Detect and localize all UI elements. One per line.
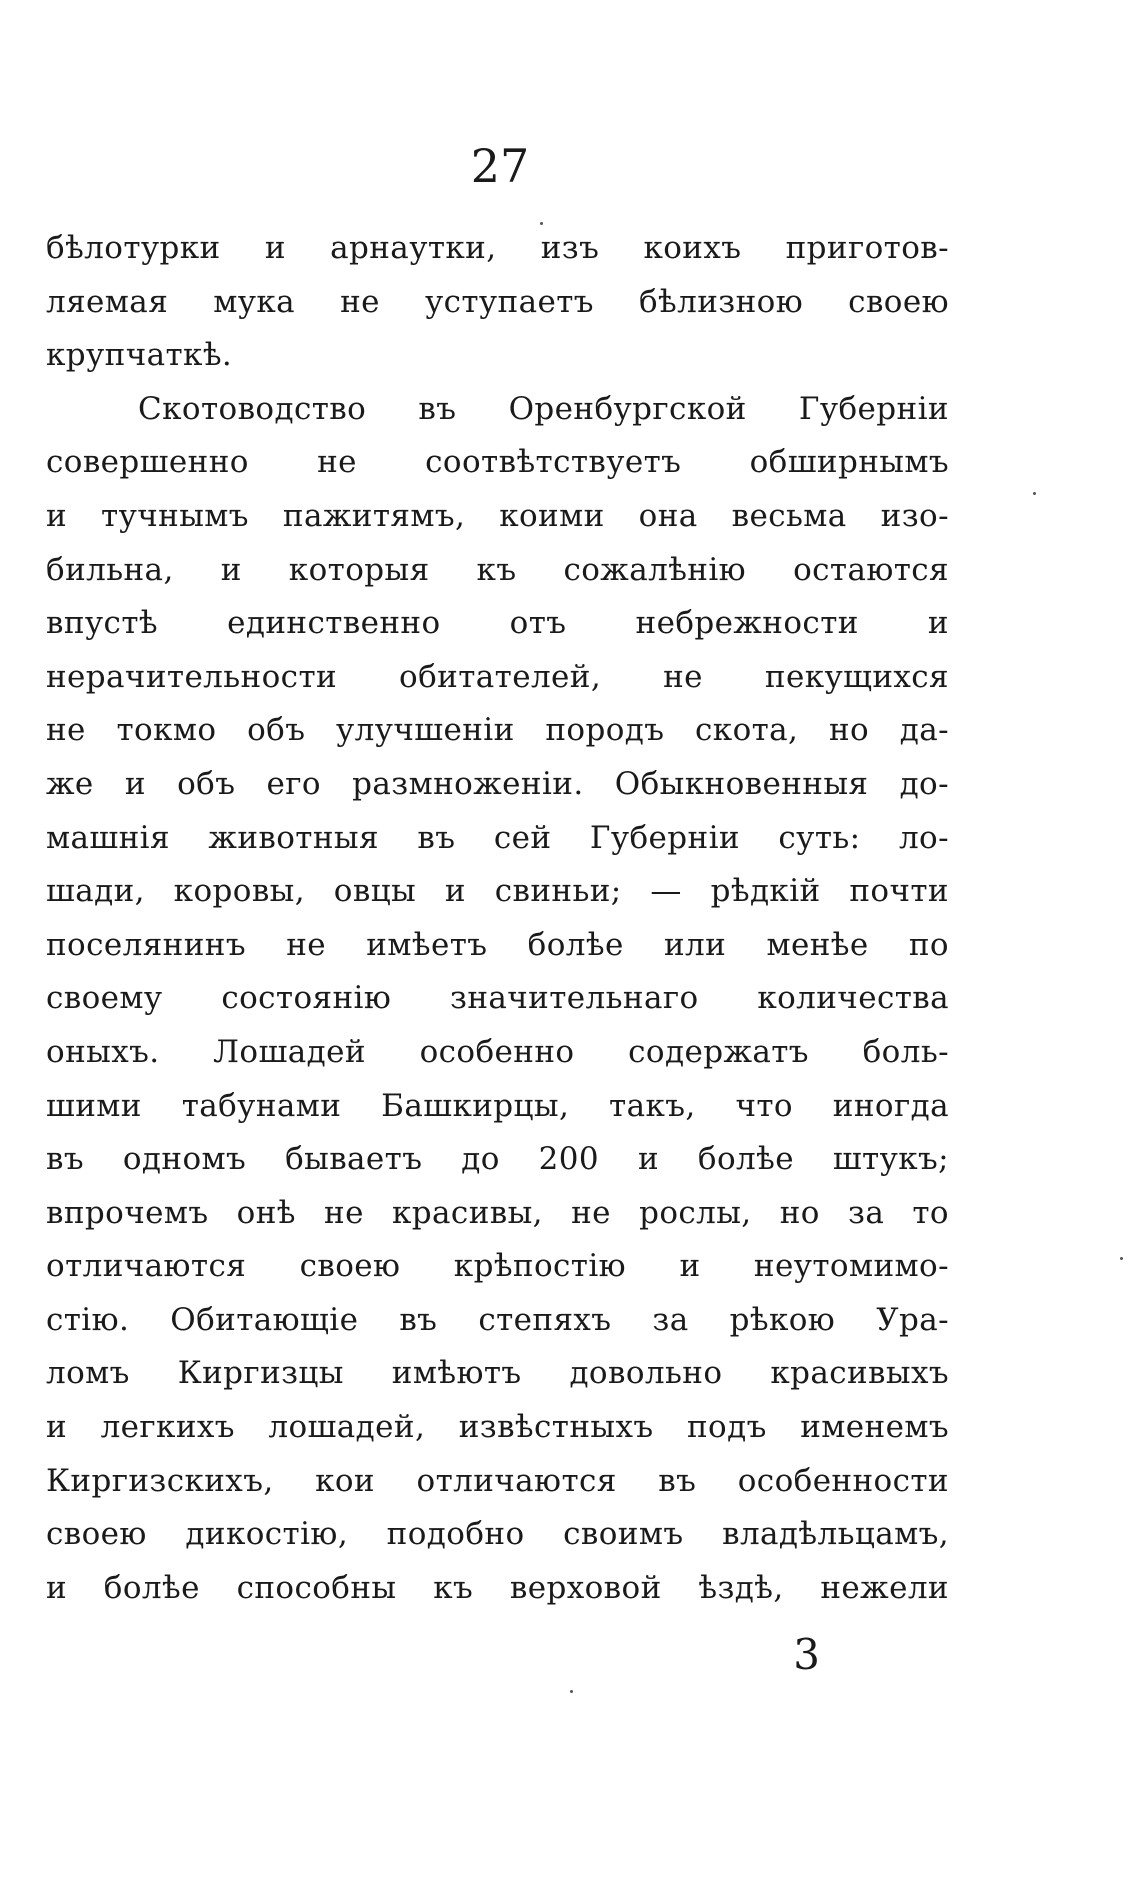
text-line: шади, коровы, овцы и свиньи; — рѣдкій почти: [46, 873, 949, 910]
text-line: стію. Обитающіе въ степяхъ за рѣкою Ура-: [46, 1301, 949, 1338]
text-line: бильна, и которыя къ сожалѣнію остаются: [46, 551, 949, 588]
print-speck: [540, 222, 543, 225]
text-line: своему состоянію значительнаго количества: [46, 980, 949, 1017]
text-line: своею дикостію, подобно своимъ владѣльцамъ,: [46, 1516, 949, 1553]
text-line: крупчаткѣ.: [46, 337, 233, 374]
text-line: и тучнымъ пажитямъ, коими она весьма изо-: [46, 497, 949, 534]
print-speck: [1033, 492, 1036, 495]
text-line: не токмо объ улучшеніи породъ скота, но да-: [46, 712, 949, 749]
body-text: [46, 222, 949, 1615]
text-line: нерачительности обитателей, не пекущихся: [46, 658, 949, 695]
text-line: и болѣе способны къ верховой ѣздѣ, нежели: [46, 1569, 949, 1606]
signature-mark: 3: [793, 1630, 820, 1679]
text-line: ломъ Киргизцы имѣютъ довольно красивыхъ: [46, 1355, 949, 1392]
text-line: машнія животныя въ сей Губерніи суть: ло-: [46, 819, 949, 856]
text-line: впустѣ единственно отъ небрежности и: [46, 605, 949, 642]
page-number: 27: [470, 139, 530, 193]
paragraph-start-line: Скотоводство въ Оренбургской Губерніи: [138, 390, 949, 427]
text-line: отличаются своею крѣпостію и неутомимо-: [46, 1248, 949, 1285]
text-line: ляемая мука не уступаетъ бѣлизною своею: [46, 283, 949, 320]
text-line: бѣлотурки и арнаутки, изъ коихъ приготов-: [46, 230, 949, 266]
text-line: впрочемъ онѣ не красивы, не рослы, но за то: [46, 1194, 949, 1231]
print-speck: [1120, 1257, 1123, 1260]
text-line: Киргизскихъ, кои отличаются въ особенности: [46, 1462, 949, 1499]
text-line: совершенно не соотвѣтствуетъ обширнымъ: [46, 444, 949, 481]
text-line: же и объ его размноженіи. Обыкновенныя до-: [46, 765, 949, 802]
text-line: въ одномъ бываетъ до 200 и болѣе штукъ;: [46, 1141, 949, 1178]
print-speck: [570, 1690, 573, 1693]
text-line: оныхъ. Лошадей особенно содержатъ боль-: [46, 1033, 949, 1070]
text-line: шими табунами Башкирцы, такъ, что иногда: [46, 1087, 949, 1124]
text-line: и легкихъ лошадей, извѣстныхъ подъ именемъ: [46, 1409, 949, 1446]
text-line: поселянинъ не имѣетъ болѣе или менѣе по: [46, 926, 949, 963]
